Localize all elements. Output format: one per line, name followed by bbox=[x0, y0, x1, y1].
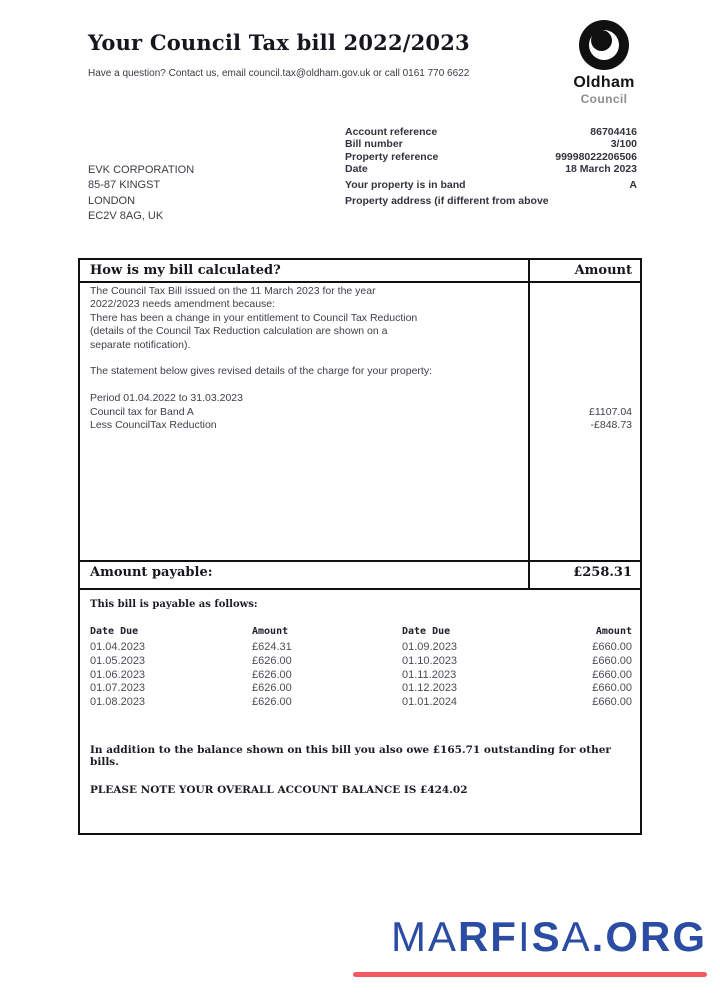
brand-segment: RF bbox=[457, 913, 518, 960]
calc-paragraph-line: separate notification). bbox=[90, 338, 191, 351]
recipient-line: LONDON bbox=[88, 194, 136, 207]
amount-column-heading: Amount bbox=[574, 263, 632, 278]
calc-heading: How is my bill calculated? bbox=[90, 263, 281, 278]
calc-paragraph-line: The Council Tax Bill issued on the 11 March 2023 for the year bbox=[90, 285, 376, 297]
note-other-bills: In addition to the balance shown on this bill you also owe £165.71 outstanding for other bills. bbox=[90, 744, 611, 768]
oldham-council-logo bbox=[556, 20, 652, 106]
schedule-cell: £660.00 bbox=[592, 696, 632, 709]
info-value: A bbox=[629, 179, 637, 192]
info-label: Property address (if different from above bbox=[345, 195, 549, 208]
info-value: 86704416 bbox=[590, 126, 637, 138]
brand-segment: S bbox=[531, 913, 562, 960]
schedule-cell: 01.07.2023 bbox=[90, 682, 146, 695]
amount-payable-value: £258.31 bbox=[573, 565, 632, 580]
schedule-row bbox=[80, 655, 640, 669]
page-title: Your Council Tax bill 2022/2023 bbox=[88, 30, 470, 55]
brand-segment: .ORG bbox=[591, 913, 707, 960]
schedule-cell: 01.05.2023 bbox=[90, 654, 146, 667]
calculation-box bbox=[78, 258, 642, 835]
recipient-address bbox=[88, 163, 194, 224]
info-value: 18 March 2023 bbox=[565, 163, 637, 176]
schedule-cell: 01.10.2023 bbox=[402, 654, 458, 667]
schedule-row bbox=[80, 682, 640, 696]
recipient-line: EC2V 8AG, UK bbox=[88, 209, 164, 222]
brand-segment: MA bbox=[390, 913, 458, 960]
schedule-cell: £660.00 bbox=[592, 668, 632, 681]
schedule-cell: £660.00 bbox=[592, 654, 632, 667]
calc-charge-lines bbox=[80, 392, 640, 432]
schedule-cell: 01.06.2023 bbox=[90, 668, 146, 681]
oldham-logo-icon bbox=[579, 20, 629, 70]
info-label: Date bbox=[345, 163, 368, 176]
schedule-cell: 01.11.2023 bbox=[402, 668, 457, 681]
info-label: Property reference bbox=[345, 150, 439, 163]
calc-line-text: Less CouncilTax Reduction bbox=[90, 419, 217, 432]
calc-line-text: Council tax for Band A bbox=[90, 405, 194, 418]
schedule-cell: £626.00 bbox=[252, 682, 292, 695]
schedule-row bbox=[80, 669, 640, 683]
schedule-rows bbox=[80, 641, 640, 710]
calc-line bbox=[80, 392, 640, 405]
schedule-cell: £624.31 bbox=[252, 641, 292, 653]
logo-subname: Council bbox=[580, 92, 628, 106]
recipient-line: 85-87 KINGST bbox=[88, 179, 161, 192]
schedule-cell: 01.04.2023 bbox=[90, 641, 146, 653]
schedule-header-cell: Amount bbox=[252, 626, 289, 637]
schedule-cell: £626.00 bbox=[252, 668, 292, 681]
schedule-row bbox=[80, 641, 640, 655]
info-label: Bill number bbox=[345, 138, 403, 151]
info-label: Account reference bbox=[345, 126, 438, 138]
calc-line-amount: -£848.73 bbox=[590, 419, 632, 432]
info-label: Your property is in band bbox=[345, 179, 466, 192]
calc-body bbox=[80, 285, 640, 432]
bill-info-block bbox=[345, 126, 637, 207]
logo-center-dot bbox=[591, 30, 612, 51]
brand-segment: A bbox=[561, 913, 592, 960]
info-value: 99998022206506 bbox=[555, 150, 637, 163]
info-row bbox=[345, 195, 637, 207]
schedule-row bbox=[80, 696, 640, 710]
note-account-balance: PLEASE NOTE YOUR OVERALL ACCOUNT BALANCE IS £424.02 bbox=[90, 784, 468, 796]
schedule-header-cell: Date Due bbox=[402, 626, 451, 637]
info-row bbox=[345, 138, 637, 150]
calc-line-text: Period 01.04.2022 to 31.03.2023 bbox=[90, 392, 243, 405]
info-value: 3/100 bbox=[610, 138, 637, 151]
calc-statement: The statement below gives revised details of the charge for your property: bbox=[90, 365, 433, 378]
calc-paragraph bbox=[80, 285, 640, 352]
schedule-cell: 01.12.2023 bbox=[402, 682, 458, 695]
schedule-cell: 01.09.2023 bbox=[402, 641, 458, 653]
info-row bbox=[345, 179, 637, 191]
calc-paragraph-line: 2022/2023 needs amendment because: bbox=[90, 298, 276, 311]
calc-paragraph-line: There has been a change in your entitlement to Council Tax Reduction bbox=[90, 311, 418, 324]
schedule-header-cell: Amount bbox=[595, 626, 632, 637]
calc-paragraph-line: (details of the Council Tax Reduction calculation are shown on a bbox=[90, 325, 388, 338]
schedule-cell: £660.00 bbox=[592, 641, 632, 653]
calc-line bbox=[80, 406, 640, 419]
calc-line-amount: £1107.04 bbox=[588, 405, 632, 418]
header-rule bbox=[80, 281, 640, 283]
schedule-cell: 01.08.2023 bbox=[90, 696, 146, 709]
brand-underline bbox=[353, 972, 707, 977]
marfisa-org-logo bbox=[391, 913, 707, 961]
schedule-header-cell: Date Due bbox=[90, 626, 139, 637]
schedule-cell: £626.00 bbox=[252, 654, 292, 667]
info-row bbox=[345, 163, 637, 175]
amount-payable-top-rule bbox=[80, 560, 640, 562]
contact-line: Have a question? Contact us, email council.tax@oldham.gov.uk or call 0161 770 6622 bbox=[88, 68, 470, 79]
calc-line bbox=[80, 419, 640, 432]
info-row bbox=[345, 151, 637, 163]
schedule-header-row bbox=[80, 626, 640, 637]
schedule-intro: This bill is payable as follows: bbox=[90, 599, 258, 610]
brand-segment: I bbox=[517, 913, 532, 960]
logo-name: Oldham bbox=[573, 74, 635, 91]
schedule-cell: £660.00 bbox=[592, 682, 632, 695]
info-row bbox=[345, 126, 637, 138]
schedule-cell: £626.00 bbox=[252, 696, 292, 709]
recipient-line: EVK CORPORATION bbox=[88, 164, 195, 176]
amount-payable-label: Amount payable: bbox=[90, 565, 213, 580]
schedule-cell: 01.01.2024 bbox=[402, 696, 458, 709]
amount-payable-bottom-rule bbox=[80, 588, 640, 590]
